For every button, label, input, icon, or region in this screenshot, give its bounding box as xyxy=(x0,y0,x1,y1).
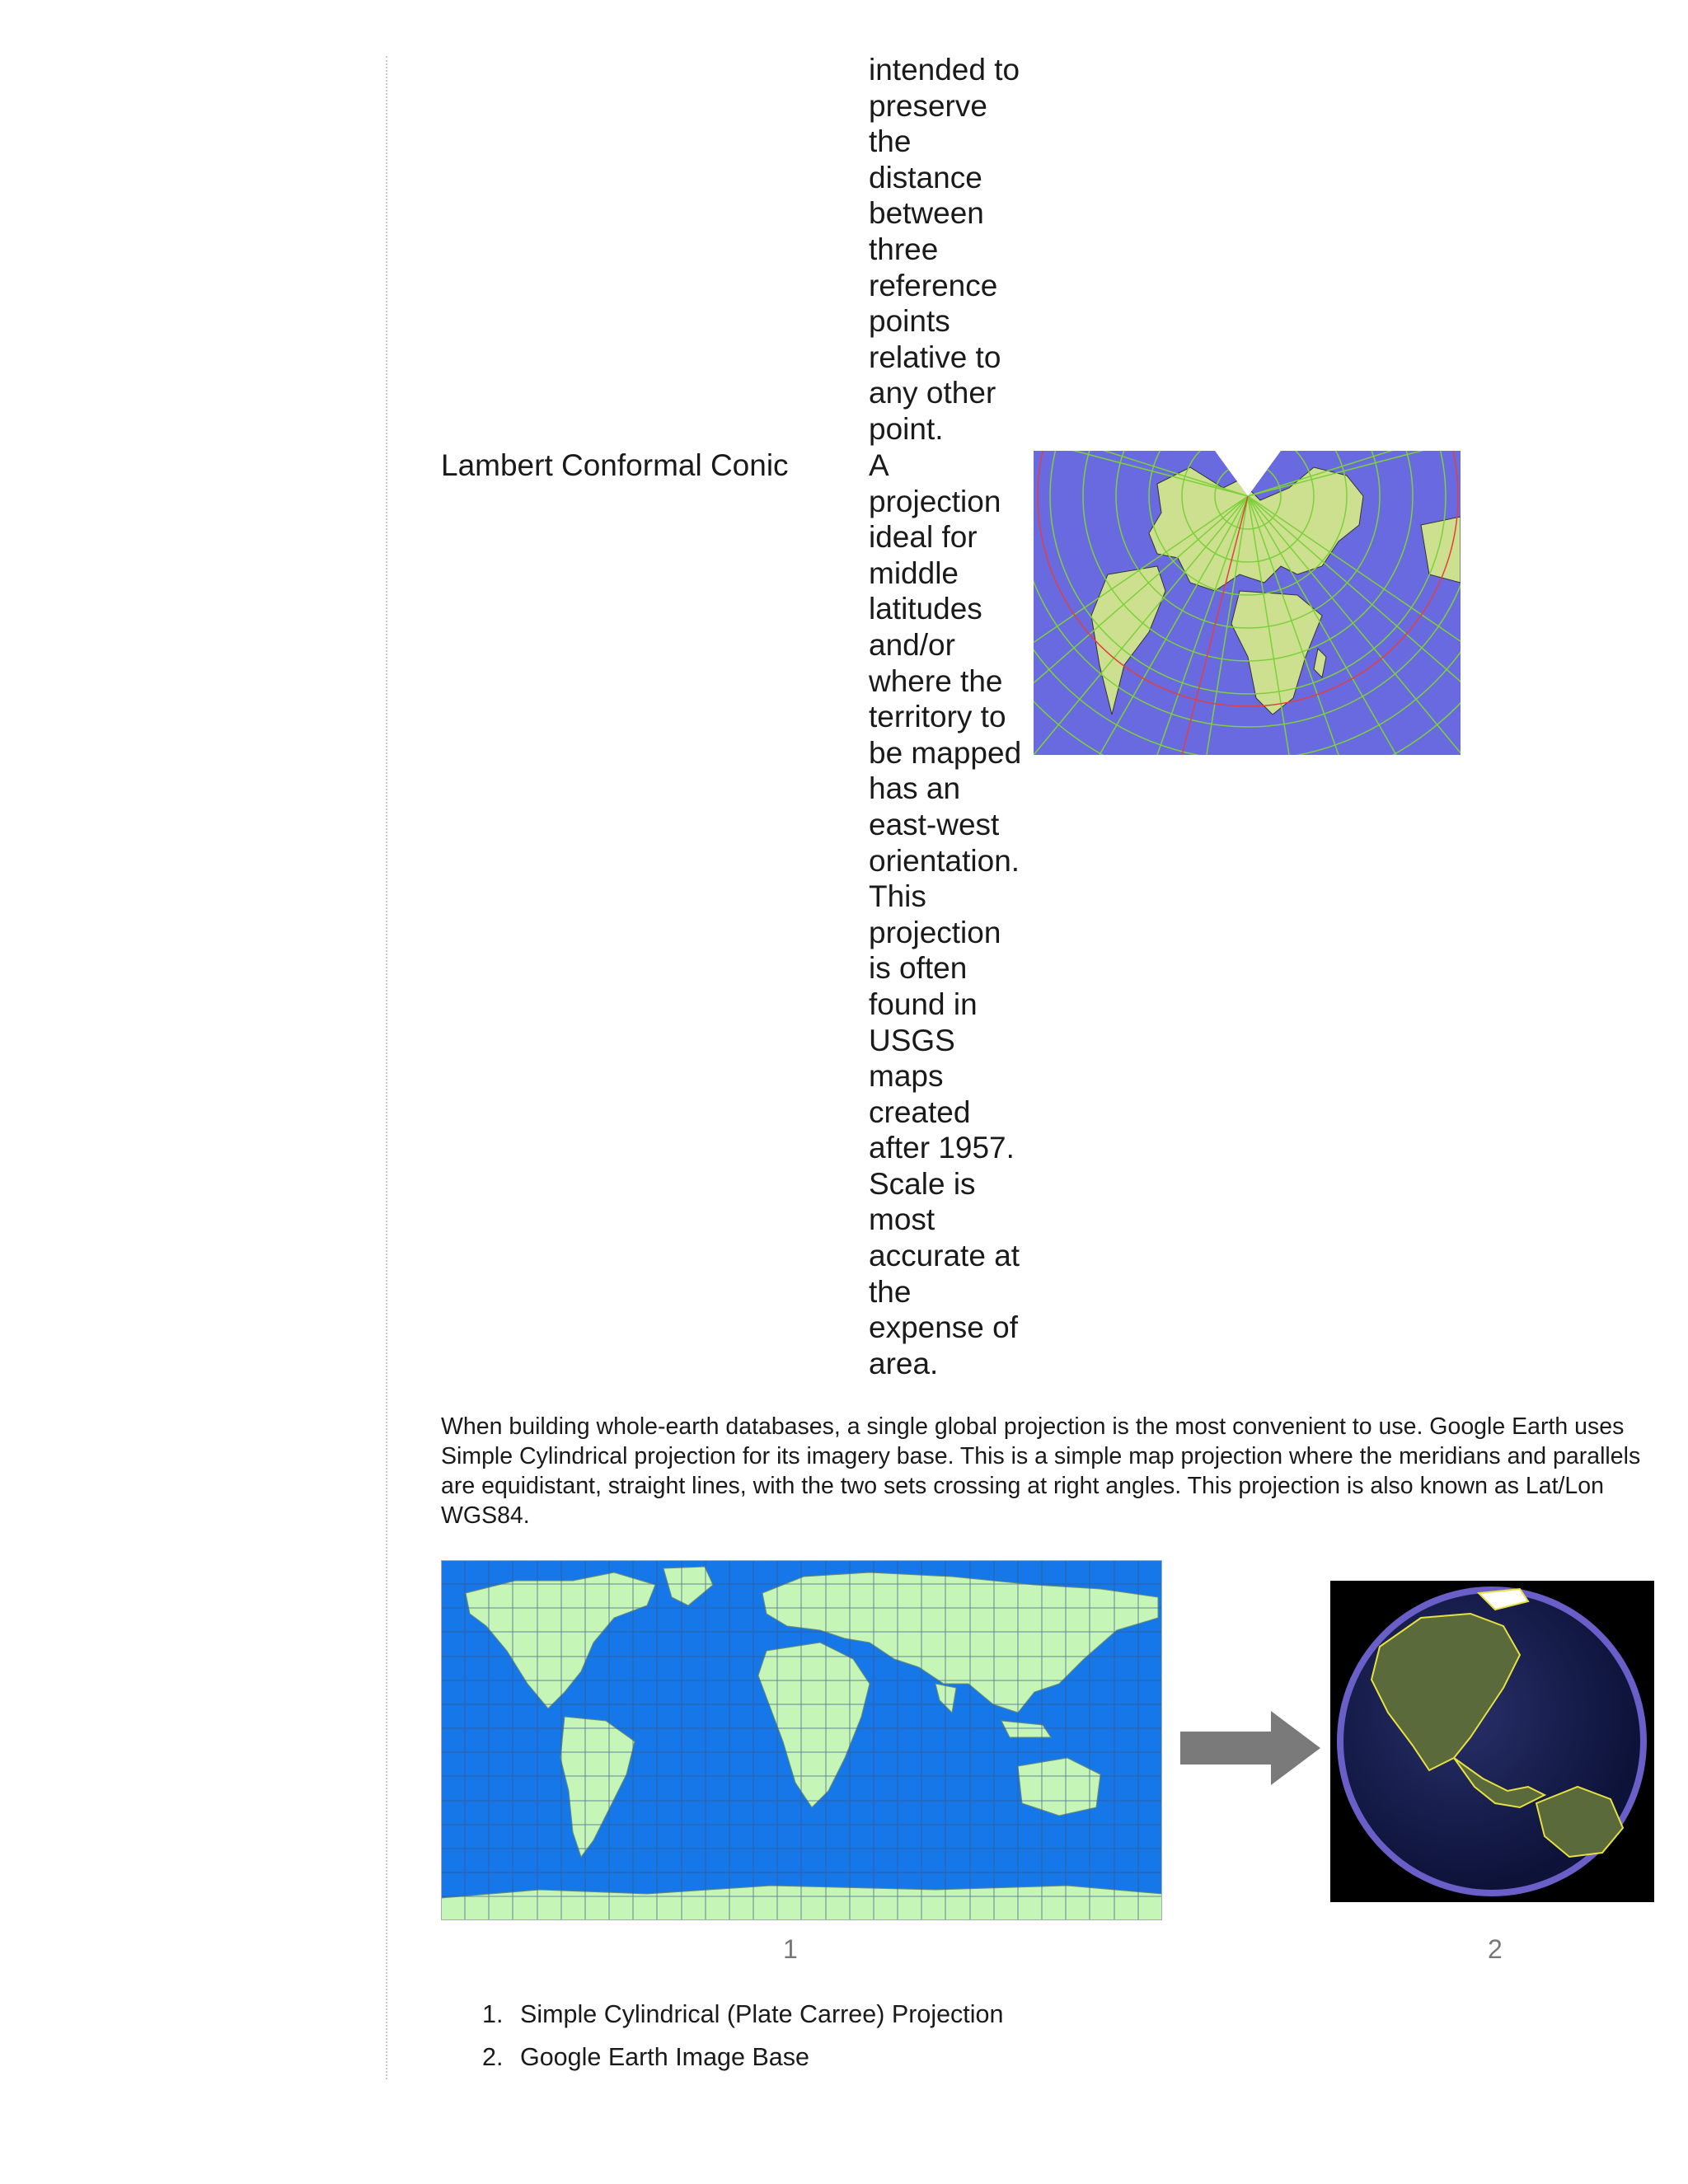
description-line: and/or xyxy=(869,627,955,662)
simple-cylindrical-map xyxy=(441,1560,1162,1920)
description-line: preserve xyxy=(869,88,987,123)
caption-text: Google Earth Image Base xyxy=(520,2043,809,2071)
description-line: USGS xyxy=(869,1023,955,1057)
projection-name-lambert: Lambert Conformal Conic xyxy=(441,448,789,482)
previous-projection-description xyxy=(869,52,1034,448)
lambert-description xyxy=(869,448,1034,1381)
description-line: be mapped xyxy=(869,735,1022,770)
description-line: area. xyxy=(869,1346,939,1380)
description-line: most xyxy=(869,1202,935,1237)
description-line: any other xyxy=(869,376,996,410)
figure-caption-list xyxy=(482,1993,1004,2079)
body-paragraph: When building whole-earth databases, a single global projection is the most convenient to use. Google Earth uses Simple Cylindrical projection for its imagery base. This is a simple map projection where the meridians and parallels are equidistant, straight lines, with the two sets crossing at right angles. This projection is also known as Lat/Lon WGS84. xyxy=(441,1413,1641,1529)
description-line: orientation. xyxy=(869,843,1020,878)
description-line: projection xyxy=(869,484,1001,518)
description-line: intended to xyxy=(869,53,1020,87)
google-earth-globe xyxy=(1330,1581,1654,1902)
description-line: points xyxy=(869,304,950,339)
left-dotted-divider xyxy=(386,56,387,2079)
description-line: latitudes xyxy=(869,592,982,626)
description-line: between xyxy=(869,196,984,231)
description-line: relative to xyxy=(869,340,1001,374)
description-line: distance xyxy=(869,160,982,194)
description-line: expense of xyxy=(869,1310,1019,1345)
description-line: the xyxy=(869,124,912,159)
caption-text: Simple Cylindrical (Plate Carree) Projection xyxy=(520,2000,1004,2028)
right-arrow-icon xyxy=(1180,1711,1320,1785)
description-line: the xyxy=(869,1274,912,1309)
description-line: maps xyxy=(869,1059,944,1094)
description-line: This xyxy=(869,879,926,914)
description-line: reference xyxy=(869,268,998,302)
description-line: east-west xyxy=(869,807,1000,841)
lambert-conformal-conic-map xyxy=(1034,451,1461,755)
caption-item: 2. Google Earth Image Base xyxy=(482,2043,809,2071)
description-line: middle xyxy=(869,555,959,590)
description-line: Scale is xyxy=(869,1166,976,1201)
description-line: accurate at xyxy=(869,1239,1020,1273)
description-line: is often xyxy=(869,951,968,986)
description-line: where the xyxy=(869,663,1003,698)
caption-item: 1. Simple Cylindrical (Plate Carree) Projection xyxy=(482,2000,1004,2028)
description-line: territory to xyxy=(869,700,1006,734)
description-line: A xyxy=(869,448,889,482)
figure-number-1: 1 xyxy=(783,1934,798,1964)
description-line: has an xyxy=(869,771,961,806)
description-line: ideal for xyxy=(869,520,978,555)
description-line: created xyxy=(869,1094,971,1129)
description-line: found in xyxy=(869,987,978,1021)
description-line: point. xyxy=(869,411,944,446)
description-line: projection xyxy=(869,915,1001,949)
description-line: three xyxy=(869,232,939,266)
description-line: after 1957. xyxy=(869,1131,1015,1165)
figure-number-2: 2 xyxy=(1488,1934,1503,1964)
